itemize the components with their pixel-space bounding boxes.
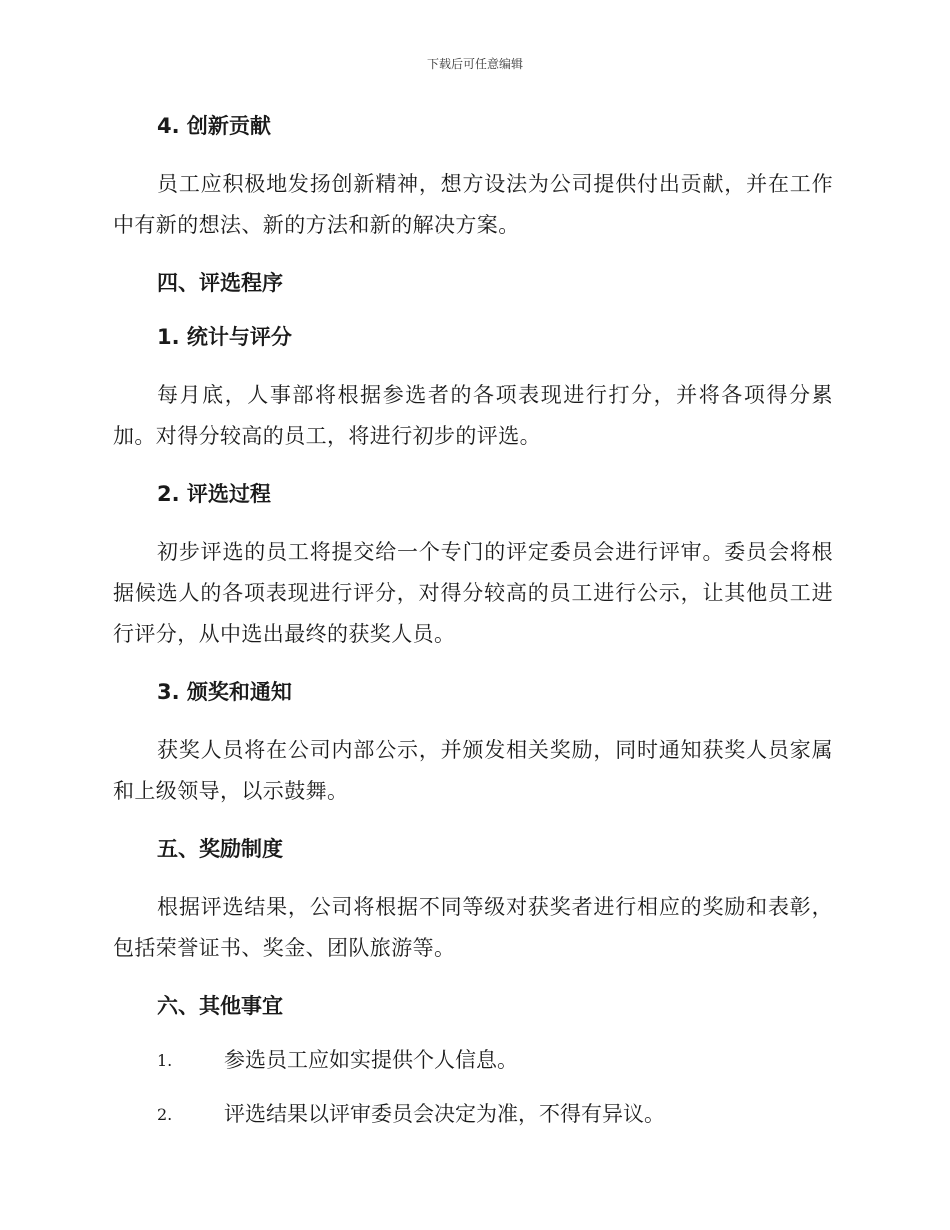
subsection-title-scoring: 1. 统计与评分 bbox=[157, 325, 292, 349]
section-title-reward-system: 五、奖励制度 bbox=[157, 837, 283, 861]
list-item bbox=[113, 1098, 833, 1131]
list-item-text: 参选员工应如实提供个人信息。 bbox=[224, 1048, 518, 1072]
subsection-title-selection-process: 2. 评选过程 bbox=[157, 482, 271, 506]
subsection-title-innovation: 4. 创新贡献 bbox=[157, 114, 271, 138]
paragraph-innovation: 员工应积极地发扬创新精神，想方设法为公司提供付出贡献，并在工作中有新的想法、新的方法和新的解决方案。 bbox=[113, 172, 833, 237]
list-item-number: 1. bbox=[157, 1051, 173, 1070]
list-item-number: 2. bbox=[157, 1105, 173, 1124]
list-item-text: 评选结果以评审委员会决定为准，不得有异议。 bbox=[224, 1102, 665, 1126]
document-body bbox=[113, 110, 833, 1131]
paragraph-scoring: 每月底，人事部将根据参选者的各项表现进行打分，并将各项得分累加。对得分较高的员工，将进行初步的评选。 bbox=[113, 383, 833, 448]
section-title-other-matters: 六、其他事宜 bbox=[157, 994, 283, 1018]
paragraph-selection-process: 初步评选的员工将提交给一个专门的评定委员会进行评审。委员会将根据候选人的各项表现进行评分，对得分较高的员工进行公示，让其他员工进行评分，从中选出最终的获奖人员。 bbox=[113, 540, 833, 646]
paragraph-award-notice: 获奖人员将在公司内部公示，并颁发相关奖励，同时通知获奖人员家属和上级领导，以示鼓舞。 bbox=[113, 738, 833, 803]
paragraph-reward-system: 根据评选结果，公司将根据不同等级对获奖者进行相应的奖励和表彰，包括荣誉证书、奖金、团队旅游等。 bbox=[113, 895, 833, 960]
page-header: 下载后可任意编辑 bbox=[426, 57, 523, 71]
list-item bbox=[113, 1044, 833, 1077]
section-title-selection-procedure: 四、评选程序 bbox=[157, 271, 283, 295]
subsection-title-award-notice: 3. 颁奖和通知 bbox=[157, 680, 292, 704]
